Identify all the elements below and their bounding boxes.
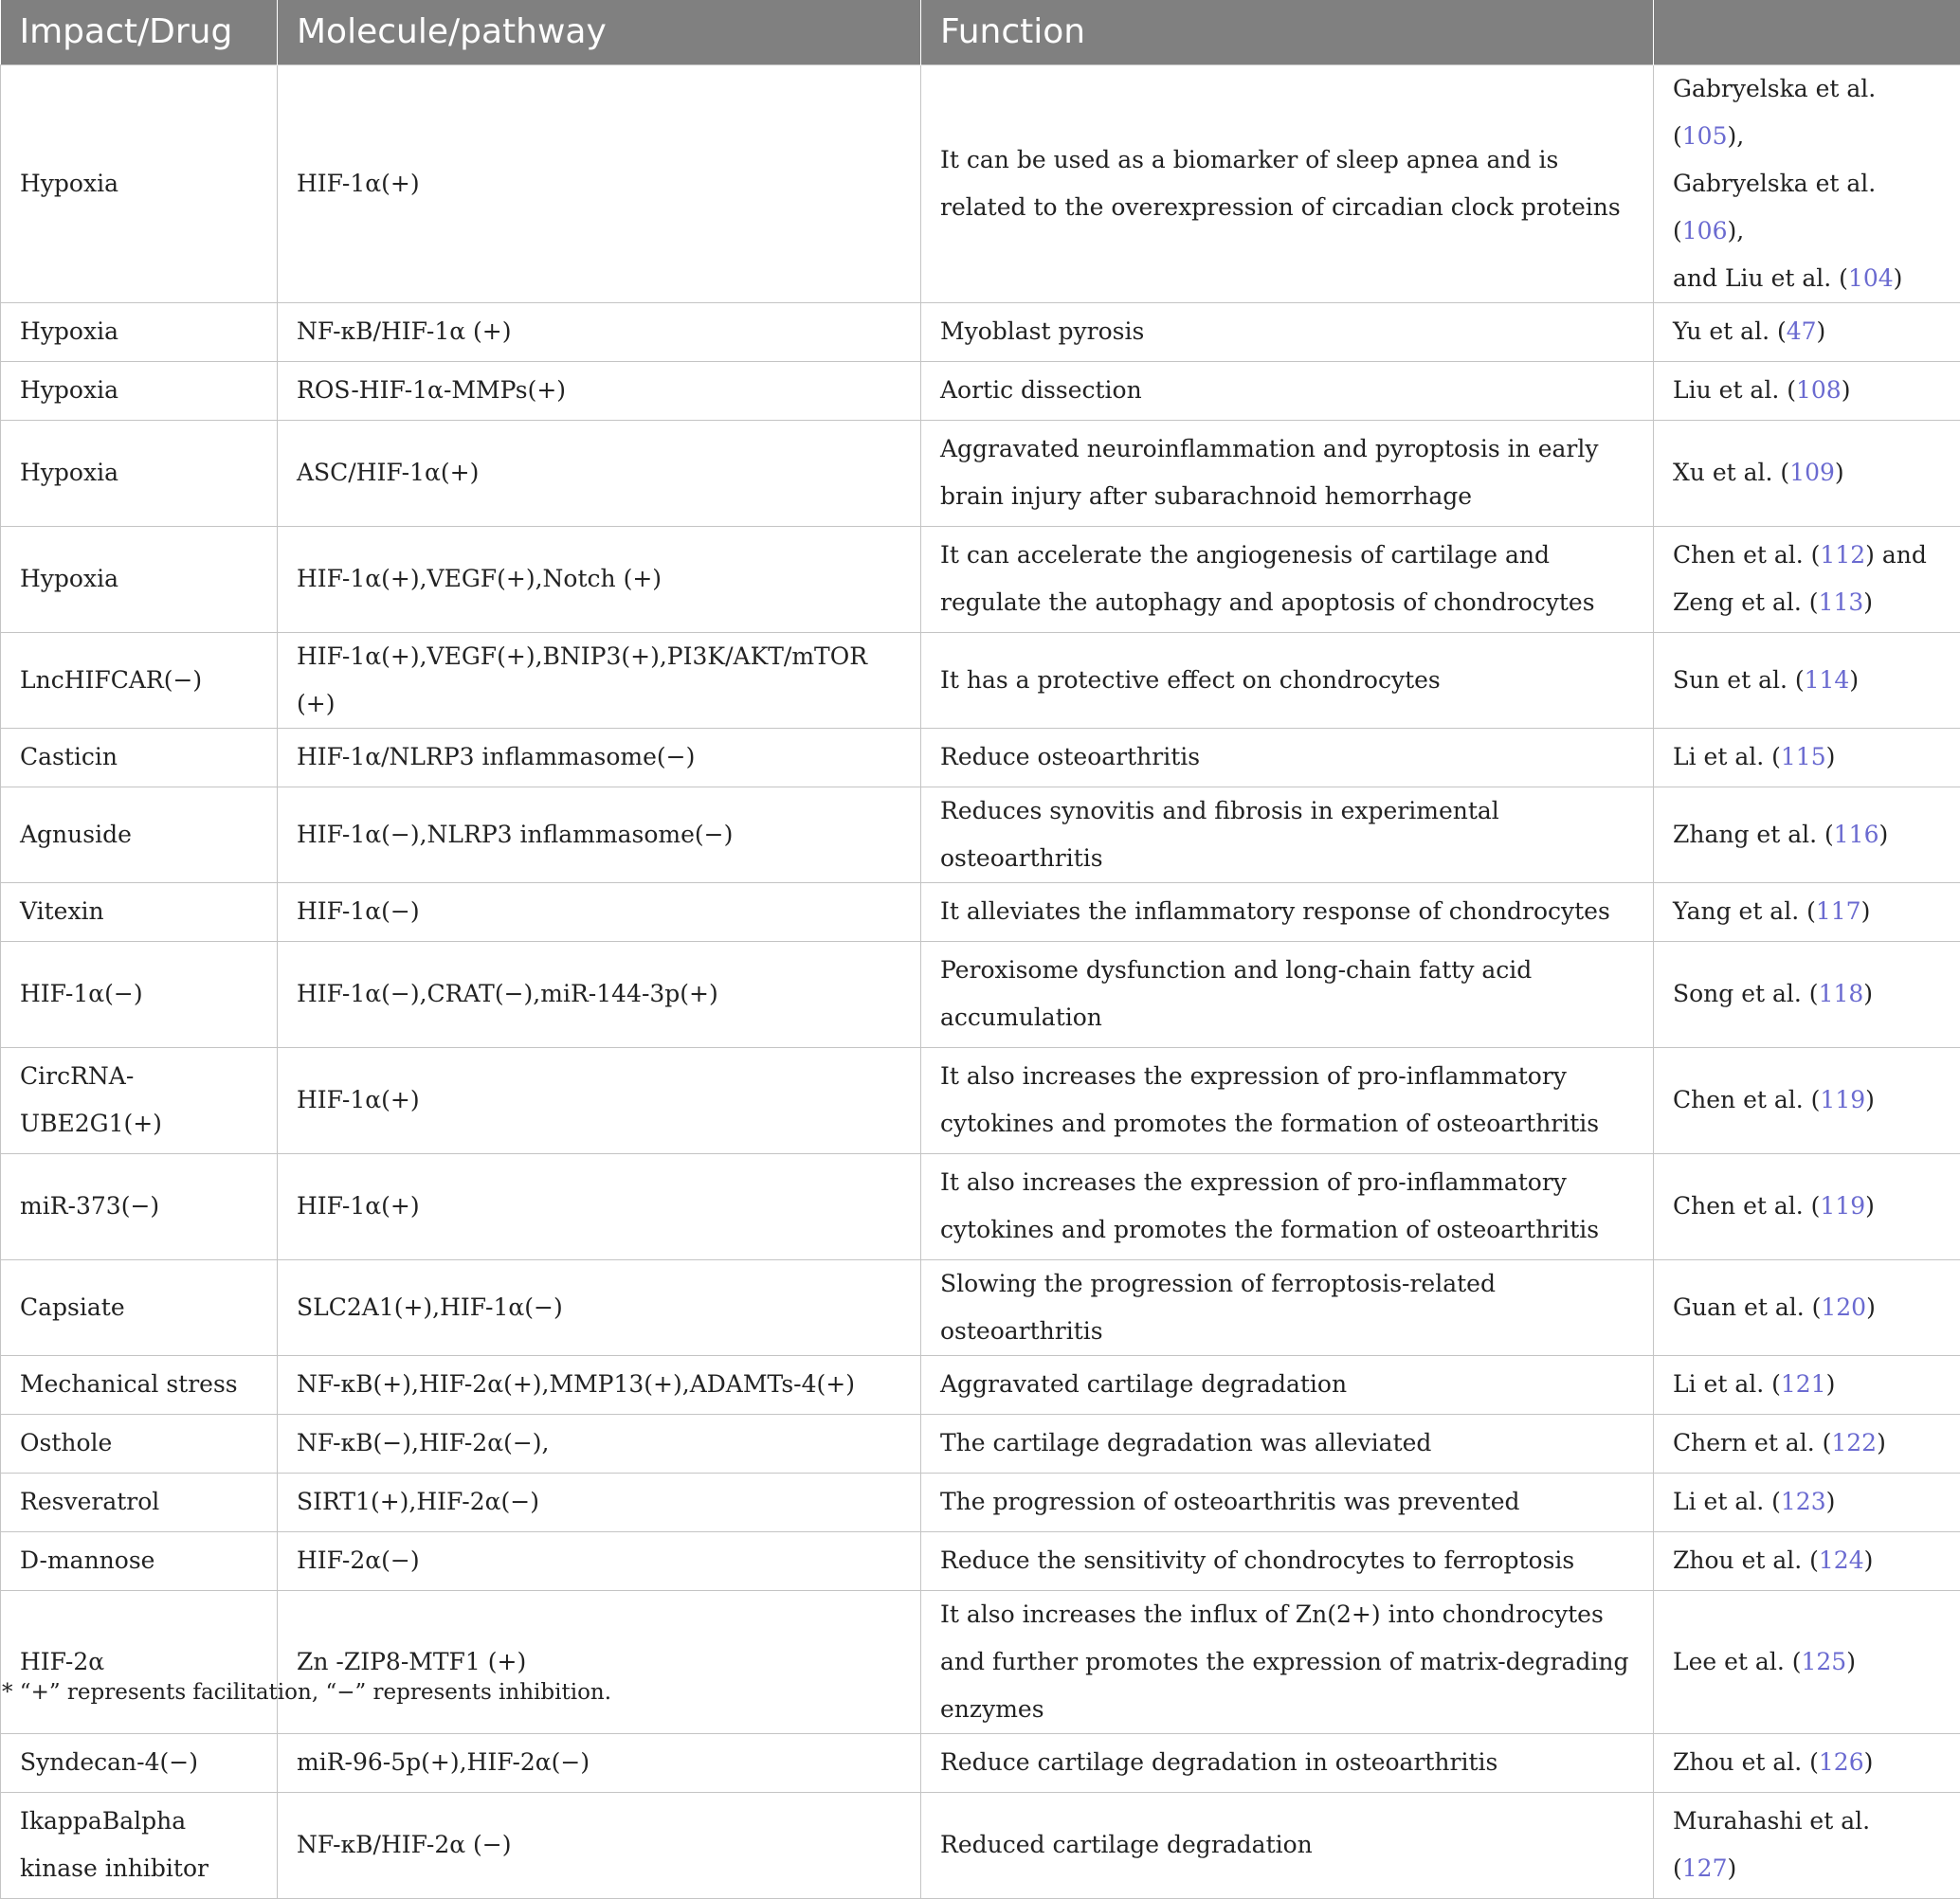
table-row (1, 728, 1960, 787)
table-row (1, 420, 1960, 526)
reference-tail: ) and (1865, 541, 1927, 569)
cell-impact-drug: Hypoxia (1, 302, 278, 361)
cell-reference (1654, 64, 1960, 302)
reference-tail: ), (1727, 122, 1744, 150)
reference-number-link[interactable]: 113 (1819, 588, 1864, 616)
cell-reference (1654, 1792, 1960, 1898)
reference-number-link[interactable]: 112 (1820, 541, 1865, 569)
cell-molecule-pathway: SLC2A1(+),HIF-1α(−) (278, 1259, 921, 1355)
reference-author: Zhang et al. ( (1673, 821, 1834, 848)
reference-author: Gabryelska et al. ( (1673, 170, 1876, 244)
table-row (1, 526, 1960, 632)
reference-author: Guan et al. ( (1673, 1293, 1821, 1321)
cell-function: It also increases the influx of Zn(2+) into chondrocytes and further promotes the expression of matrix-degrading enzymes (921, 1590, 1654, 1733)
cell-impact-drug: Mechanical stress (1, 1355, 278, 1414)
reference-number-link[interactable]: 119 (1820, 1192, 1865, 1220)
reference-tail: ) (1894, 264, 1903, 292)
cell-impact-drug: Hypoxia (1, 420, 278, 526)
cell-function: Myoblast pyrosis (921, 302, 1654, 361)
cell-reference (1654, 1590, 1960, 1733)
reference-author: Liu et al. ( (1673, 376, 1796, 404)
reference-number-link[interactable]: 120 (1821, 1293, 1866, 1321)
table-row (1, 361, 1960, 420)
cell-impact-drug: CircRNA-UBE2G1(+) (1, 1047, 278, 1153)
reference-author: Lee et al. ( (1673, 1648, 1801, 1675)
header-molecule-pathway: Molecule/pathway (278, 0, 921, 64)
cell-function: Reduce the sensitivity of chondrocytes to ferroptosis (921, 1531, 1654, 1590)
reference-tail: ) (1878, 821, 1888, 848)
cell-reference (1654, 941, 1960, 1047)
cell-function: It alleviates the inflammatory response of chondrocytes (921, 882, 1654, 941)
table-row (1, 1792, 1960, 1898)
cell-function: It also increases the expression of pro-inflammatory cytokines and promotes the formation of osteoarthritis (921, 1153, 1654, 1259)
reference-author: Murahashi et al. ( (1673, 1807, 1870, 1882)
reference-author: Yu et al. ( (1673, 317, 1787, 345)
table-row (1, 1047, 1960, 1153)
table-row (1, 632, 1960, 728)
table-row (1, 302, 1960, 361)
reference-author: Yang et al. ( (1673, 897, 1816, 925)
cell-molecule-pathway: HIF-1α(−),NLRP3 inflammasome(−) (278, 787, 921, 882)
reference-number-link[interactable]: 121 (1781, 1370, 1826, 1398)
cell-impact-drug: Agnuside (1, 787, 278, 882)
cell-molecule-pathway: Zn -ZIP8-MTF1 (+) (278, 1590, 921, 1733)
reference-author: Xu et al. ( (1673, 459, 1789, 486)
cell-molecule-pathway: HIF-2α(−) (278, 1531, 921, 1590)
reference-author: and Liu et al. ( (1673, 264, 1848, 292)
cell-reference (1654, 1355, 1960, 1414)
cell-molecule-pathway: NF-κB(−),HIF-2α(−), (278, 1414, 921, 1473)
reference-number-link[interactable]: 119 (1820, 1086, 1865, 1113)
cell-reference (1654, 882, 1960, 941)
reference-author: Li et al. ( (1673, 1370, 1781, 1398)
cell-function: Peroxisome dysfunction and long-chain fatty acid accumulation (921, 941, 1654, 1047)
reference-number-link[interactable]: 105 (1682, 122, 1728, 150)
reference-author: Sun et al. ( (1673, 666, 1805, 694)
reference-number-link[interactable]: 125 (1801, 1648, 1846, 1675)
reference-number-link[interactable]: 104 (1848, 264, 1894, 292)
reference-tail: ) (1727, 1854, 1736, 1882)
table-row (1, 1733, 1960, 1792)
cell-molecule-pathway: HIF-1α(−),CRAT(−),miR-144-3p(+) (278, 941, 921, 1047)
reference-tail: ) (1865, 1192, 1875, 1220)
reference-tail: ) (1817, 317, 1826, 345)
cell-reference (1654, 1259, 1960, 1355)
reference-tail: ) (1863, 980, 1873, 1007)
cell-reference (1654, 302, 1960, 361)
table-row (1, 882, 1960, 941)
cell-impact-drug: Hypoxia (1, 361, 278, 420)
reference-author: Gabryelska et al. ( (1673, 75, 1876, 150)
header-reference (1654, 0, 1960, 64)
table-row (1, 1355, 1960, 1414)
cell-impact-drug: miR-373(−) (1, 1153, 278, 1259)
reference-number-link[interactable]: 108 (1796, 376, 1842, 404)
reference-tail: ) (1866, 1293, 1876, 1321)
reference-number-link[interactable]: 47 (1787, 317, 1817, 345)
cell-impact-drug: Casticin (1, 728, 278, 787)
cell-molecule-pathway: ROS-HIF-1α-MMPs(+) (278, 361, 921, 420)
table-body (1, 64, 1960, 1898)
cell-function: Reduce cartilage degradation in osteoarthritis (921, 1733, 1654, 1792)
reference-number-link[interactable]: 114 (1805, 666, 1850, 694)
cell-molecule-pathway: NF-κB(+),HIF-2α(+),MMP13(+),ADAMTs-4(+) (278, 1355, 921, 1414)
reference-tail: ) (1863, 588, 1873, 616)
reference-author: Chen et al. ( (1673, 541, 1820, 569)
reference-number-link[interactable]: 118 (1819, 980, 1864, 1007)
reference-author: Li et al. ( (1673, 743, 1781, 770)
reference-tail: ) (1865, 1086, 1875, 1113)
cell-impact-drug: HIF-2α (1, 1590, 278, 1733)
reference-tail: ) (1835, 459, 1844, 486)
cell-function: It has a protective effect on chondrocytes (921, 632, 1654, 728)
cell-reference (1654, 1733, 1960, 1792)
table-footnote: * “+” represents facilitation, “−” represents inhibition. (2, 1680, 611, 1705)
cell-reference (1654, 1414, 1960, 1473)
cell-reference (1654, 526, 1960, 632)
table-row (1, 1590, 1960, 1733)
reference-number-link[interactable]: 106 (1682, 217, 1728, 244)
cell-reference (1654, 728, 1960, 787)
cell-function: It can be used as a biomarker of sleep apnea and is related to the overexpression of circadian clock proteins (921, 64, 1654, 302)
cell-impact-drug: Syndecan-4(−) (1, 1733, 278, 1792)
cell-impact-drug: LncHIFCAR(−) (1, 632, 278, 728)
cell-molecule-pathway: miR-96-5p(+),HIF-2α(−) (278, 1733, 921, 1792)
cell-reference (1654, 632, 1960, 728)
table-row (1, 1153, 1960, 1259)
reference-author: Chen et al. ( (1673, 1192, 1820, 1220)
table-row (1, 1531, 1960, 1590)
header-function: Function (921, 0, 1654, 64)
cell-molecule-pathway: HIF-1α(+),VEGF(+),Notch (+) (278, 526, 921, 632)
table-row (1, 64, 1960, 302)
cell-molecule-pathway: HIF-1α(+) (278, 64, 921, 302)
cell-reference (1654, 420, 1960, 526)
reference-tail: ) (1861, 897, 1871, 925)
cell-impact-drug: Resveratrol (1, 1473, 278, 1531)
reference-number-link[interactable]: 124 (1819, 1546, 1864, 1574)
reference-tail: ), (1727, 217, 1744, 244)
cell-function: Slowing the progression of ferroptosis-related osteoarthritis (921, 1259, 1654, 1355)
cell-function: Reduced cartilage degradation (921, 1792, 1654, 1898)
reference-tail: ) (1826, 1370, 1836, 1398)
header-impact-drug: Impact/Drug (1, 0, 278, 64)
cell-function: Aggravated cartilage degradation (921, 1355, 1654, 1414)
cell-function: Reduces synovitis and fibrosis in experimental osteoarthritis (921, 787, 1654, 882)
cell-molecule-pathway: HIF-1α(+),VEGF(+),BNIP3(+),PI3K/AKT/mTOR (+) (278, 632, 921, 728)
cell-impact-drug: HIF-1α(−) (1, 941, 278, 1047)
reference-tail: ) (1877, 1429, 1886, 1456)
cell-molecule-pathway: ASC/HIF-1α(+) (278, 420, 921, 526)
reference-tail: ) (1864, 1546, 1874, 1574)
reference-number-link[interactable]: 115 (1781, 743, 1826, 770)
reference-number-link[interactable]: 116 (1834, 821, 1879, 848)
cell-function: It also increases the expression of pro-inflammatory cytokines and promotes the formation of osteoarthritis (921, 1047, 1654, 1153)
cell-molecule-pathway: HIF-1α(−) (278, 882, 921, 941)
cell-function: Reduce osteoarthritis (921, 728, 1654, 787)
cell-reference (1654, 1531, 1960, 1590)
reference-author: Zhou et al. ( (1673, 1546, 1819, 1574)
cell-reference (1654, 1047, 1960, 1153)
cell-molecule-pathway: NF-κB/HIF-1α (+) (278, 302, 921, 361)
cell-reference (1654, 787, 1960, 882)
reference-tail: ) (1826, 743, 1836, 770)
table-row (1, 787, 1960, 882)
table-row (1, 1259, 1960, 1355)
cell-reference (1654, 361, 1960, 420)
cell-impact-drug: Hypoxia (1, 526, 278, 632)
cell-molecule-pathway: HIF-1α/NLRP3 inflammasome(−) (278, 728, 921, 787)
cell-molecule-pathway: SIRT1(+),HIF-2α(−) (278, 1473, 921, 1531)
header-row (1, 0, 1960, 64)
table-row (1, 941, 1960, 1047)
reference-tail: ) (1842, 376, 1851, 404)
reference-number-link[interactable]: 117 (1816, 897, 1861, 925)
reference-tail: ) (1849, 666, 1859, 694)
reference-author: Chern et al. ( (1673, 1429, 1831, 1456)
reference-tail: ) (1864, 1748, 1874, 1776)
cell-function: The cartilage degradation was alleviated (921, 1414, 1654, 1473)
table-row (1, 1473, 1960, 1531)
reference-author: Zeng et al. ( (1673, 588, 1819, 616)
cell-function: Aortic dissection (921, 361, 1654, 420)
cell-impact-drug: D-mannose (1, 1531, 278, 1590)
cell-function: Aggravated neuroinflammation and pyroptosis in early brain injury after subarachnoid hemorrhage (921, 420, 1654, 526)
reference-author: Li et al. ( (1673, 1488, 1781, 1515)
cell-function: It can accelerate the angiogenesis of cartilage and regulate the autophagy and apoptosis of chondrocytes (921, 526, 1654, 632)
table-row (1, 1414, 1960, 1473)
cell-reference (1654, 1153, 1960, 1259)
cell-reference (1654, 1473, 1960, 1531)
cell-impact-drug: Hypoxia (1, 64, 278, 302)
reference-number-link[interactable]: 126 (1819, 1748, 1864, 1776)
cell-impact-drug: Capsiate (1, 1259, 278, 1355)
reference-number-link[interactable]: 109 (1789, 459, 1835, 486)
cell-impact-drug: Osthole (1, 1414, 278, 1473)
reference-author: Song et al. ( (1673, 980, 1819, 1007)
cell-function: The progression of osteoarthritis was prevented (921, 1473, 1654, 1531)
reference-number-link[interactable]: 123 (1781, 1488, 1826, 1515)
reference-author: Chen et al. ( (1673, 1086, 1820, 1113)
reference-author: Zhou et al. ( (1673, 1748, 1819, 1776)
cell-molecule-pathway: NF-κB/HIF-2α (−) (278, 1792, 921, 1898)
reference-number-link[interactable]: 127 (1682, 1854, 1728, 1882)
cell-impact-drug: IkappaBalpha kinase inhibitor (1, 1792, 278, 1898)
cell-impact-drug: Vitexin (1, 882, 278, 941)
reference-tail: ) (1846, 1648, 1856, 1675)
cell-molecule-pathway: HIF-1α(+) (278, 1153, 921, 1259)
cell-molecule-pathway: HIF-1α(+) (278, 1047, 921, 1153)
reference-tail: ) (1826, 1488, 1836, 1515)
reference-number-link[interactable]: 122 (1831, 1429, 1877, 1456)
